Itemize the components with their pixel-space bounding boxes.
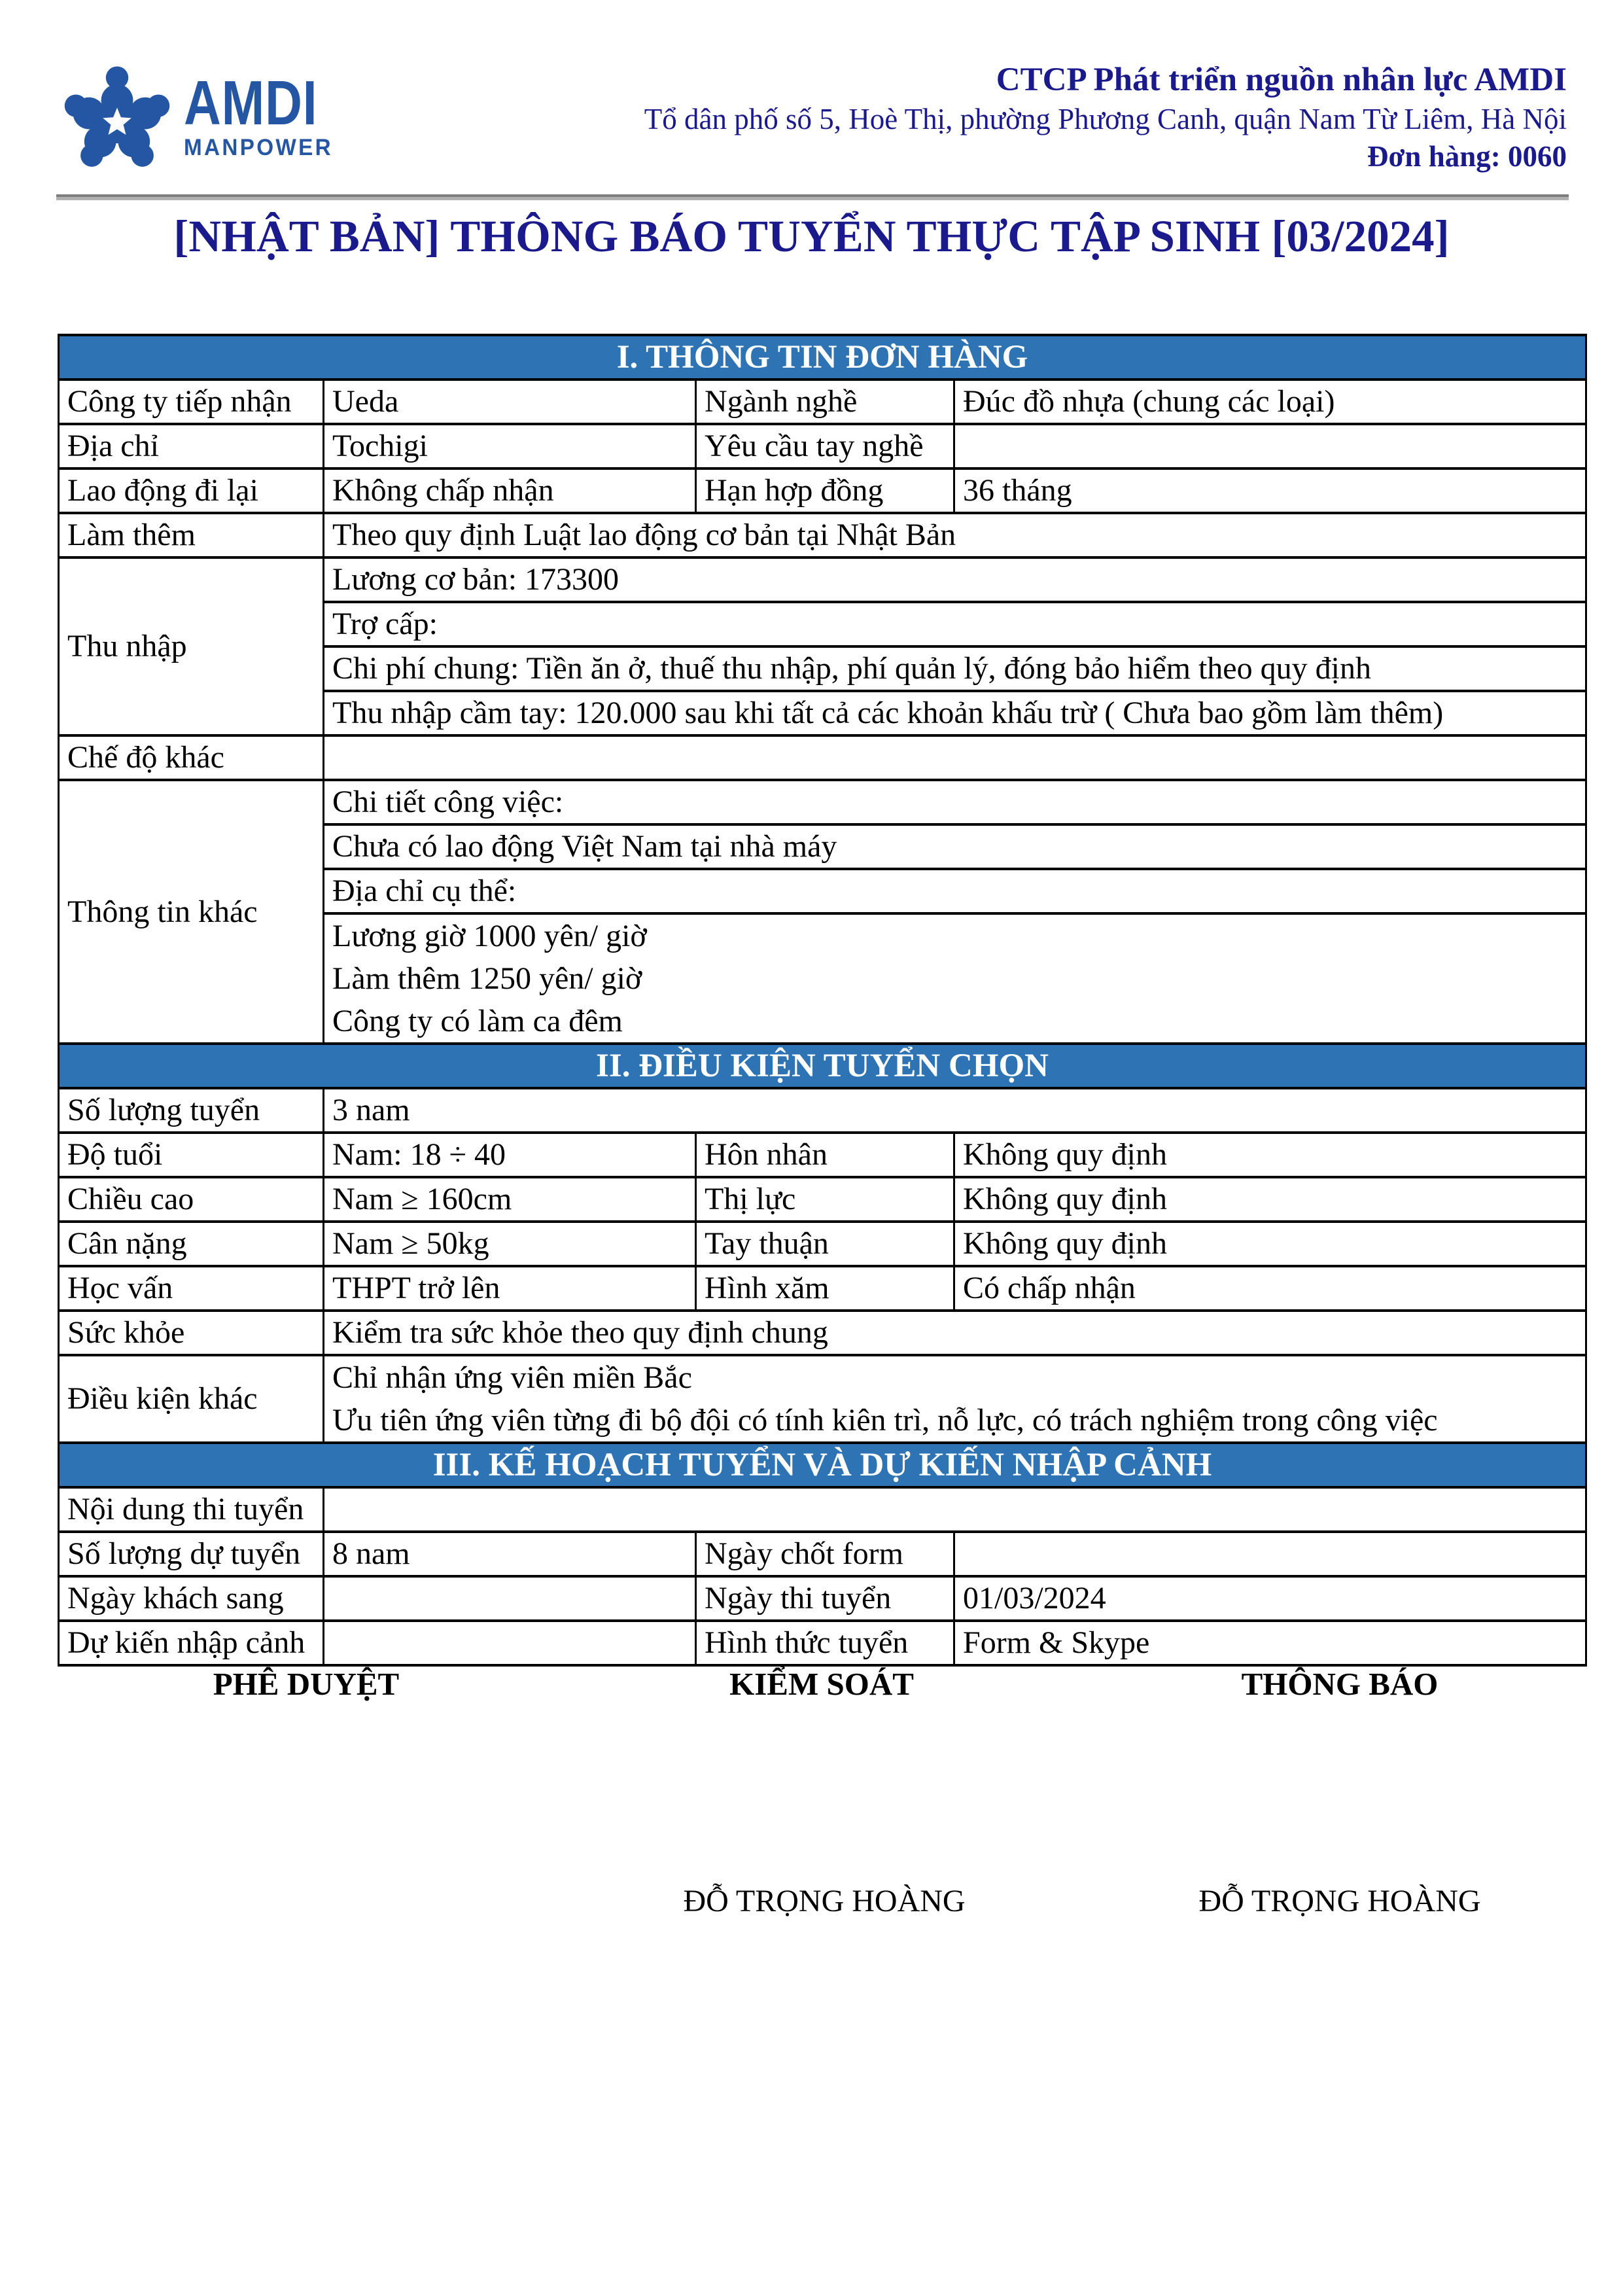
table-cell: Không quy định xyxy=(954,1222,1586,1266)
signature-label-control: KIỂM SOÁT xyxy=(729,1666,914,1702)
section-heading-row xyxy=(59,335,1586,380)
table-cell: Địa chỉ xyxy=(59,424,324,468)
order-number: Đơn hàng: 0060 xyxy=(1367,140,1567,173)
table-cell xyxy=(324,1621,696,1665)
table-row xyxy=(59,1487,1586,1532)
logo-wordmark xyxy=(184,68,347,161)
signature-name-announce: ĐỖ TRỌNG HOÀNG xyxy=(1198,1884,1481,1918)
table-cell xyxy=(324,735,1586,780)
table-cell: Hình thức tuyển xyxy=(696,1621,954,1665)
table-cell: Trợ cấp: xyxy=(324,602,1586,646)
table-cell: Chưa có lao động Việt Nam tại nhà máy xyxy=(324,824,1586,869)
table-row xyxy=(59,735,1586,780)
page-header xyxy=(58,60,1569,191)
table-cell: Thị lực xyxy=(696,1177,954,1222)
table-row xyxy=(59,1088,1586,1133)
table-cell: Cân nặng xyxy=(59,1222,324,1266)
table-cell: Ngày khách sang xyxy=(59,1576,324,1621)
company-name: CTCP Phát triển nguồn nhân lực AMDI xyxy=(996,62,1567,98)
table-row xyxy=(59,424,1586,468)
section-heading-row xyxy=(59,1443,1586,1487)
company-address: Tổ dân phố số 5, Hoè Thị, phường Phương Canh, quận Nam Từ Liêm, Hà Nội xyxy=(644,103,1567,136)
section-heading: III. KẾ HOẠCH TUYỂN VÀ DỰ KIẾN NHẬP CẢNH xyxy=(59,1443,1586,1487)
table-cell: Hình xăm xyxy=(696,1266,954,1311)
table-cell-line: Lương giờ 1000 yên/ giờ xyxy=(332,919,647,953)
table-cell: Ueda xyxy=(324,380,696,424)
page-title: [NHẬT BẢN] THÔNG BÁO TUYỂN THỰC TẬP SINH [03/2024] xyxy=(173,211,1450,261)
table-cell: Thu nhập xyxy=(59,557,324,735)
table-cell: Nam ≥ 160cm xyxy=(324,1177,696,1222)
table-cell-line: Công ty có làm ca đêm xyxy=(332,1004,623,1038)
table-cell xyxy=(954,1532,1586,1576)
table-cell: Không quy định xyxy=(954,1133,1586,1177)
table-row xyxy=(59,1133,1586,1177)
table-cell: Chế độ khác xyxy=(59,735,324,780)
table-cell: Chi phí chung: Tiền ăn ở, thuế thu nhập, phí quản lý, đóng bảo hiểm theo quy định xyxy=(324,646,1586,691)
table-cell: 3 nam xyxy=(324,1088,1586,1133)
table-row xyxy=(59,513,1586,557)
table-cell: Địa chỉ cụ thể: xyxy=(324,869,1586,913)
table-cell: 8 nam xyxy=(324,1532,696,1576)
table-row xyxy=(59,1621,1586,1665)
table-row xyxy=(59,1311,1586,1355)
table-cell: Công ty tiếp nhận xyxy=(59,380,324,424)
table-cell-line: Ưu tiên ứng viên từng đi bộ đội có tính kiên trì, nỗ lực, có trách nghiệm trong công việc xyxy=(332,1403,1438,1438)
table-cell: Số lượng tuyển xyxy=(59,1088,324,1133)
table-cell: Tay thuận xyxy=(696,1222,954,1266)
table-cell: Hôn nhân xyxy=(696,1133,954,1177)
signature-label-announce: THÔNG BÁO xyxy=(1241,1666,1439,1702)
table-cell: Thu nhập cầm tay: 120.000 sau khi tất cả các khoản khấu trừ ( Chưa bao gồm làm thêm) xyxy=(324,691,1586,735)
table-row xyxy=(59,1222,1586,1266)
table-cell: Tochigi xyxy=(324,424,696,468)
table-cell: Không chấp nhận xyxy=(324,468,696,513)
order-table-body xyxy=(59,335,1586,1665)
table-cell: Yêu cầu tay nghề xyxy=(696,424,954,468)
table-cell: Chiều cao xyxy=(59,1177,324,1222)
table-cell-line: Chỉ nhận ứng viên miền Bắc xyxy=(332,1360,692,1395)
table-row xyxy=(59,1266,1586,1311)
table-cell: THPT trở lên xyxy=(324,1266,696,1311)
section-heading: I. THÔNG TIN ĐƠN HÀNG xyxy=(59,335,1586,380)
table-cell: Theo quy định Luật lao động cơ bản tại Nhật Bản xyxy=(324,513,1586,557)
table-cell: Chi tiết công việc: xyxy=(324,780,1586,824)
table-row xyxy=(59,380,1586,424)
table-cell: Ngày thi tuyển xyxy=(696,1576,954,1621)
table-row xyxy=(59,468,1586,513)
table-cell: Số lượng dự tuyển xyxy=(59,1532,324,1576)
table-cell: Hạn hợp đồng xyxy=(696,468,954,513)
order-table xyxy=(58,334,1587,1667)
table-row xyxy=(59,1355,1586,1443)
table-cell xyxy=(324,1576,696,1621)
table-cell: Form & Skype xyxy=(954,1621,1586,1665)
logo-subtitle: MANPOWER xyxy=(184,135,333,160)
table-cell: 36 tháng xyxy=(954,468,1586,513)
header-divider xyxy=(56,194,1569,200)
table-cell: Kiểm tra sức khỏe theo quy định chung xyxy=(324,1311,1586,1355)
table-row xyxy=(59,557,1586,602)
table-cell: Nội dung thi tuyển xyxy=(59,1487,324,1532)
table-cell: Dự kiến nhập cảnh xyxy=(59,1621,324,1665)
table-cell: Ngày chốt form xyxy=(696,1532,954,1576)
table-cell: Nam: 18 ÷ 40 xyxy=(324,1133,696,1177)
table-cell: Ngành nghề xyxy=(696,380,954,424)
table-cell: Lương cơ bản: 173300 xyxy=(324,557,1586,602)
table-cell: Đúc đồ nhựa (chung các loại) xyxy=(954,380,1586,424)
table-cell: Có chấp nhận xyxy=(954,1266,1586,1311)
amdi-people-star-icon xyxy=(61,63,173,173)
table-cell: Điều kiện khác xyxy=(59,1355,324,1443)
signature-label-approve: PHÊ DUYỆT xyxy=(213,1666,400,1702)
table-cell: Lao động đi lại xyxy=(59,468,324,513)
table-cell: Sức khỏe xyxy=(59,1311,324,1355)
section-heading-row xyxy=(59,1044,1586,1088)
logo-name: AMDI xyxy=(184,68,318,138)
table-row xyxy=(59,780,1586,824)
table-cell: Độ tuổi xyxy=(59,1133,324,1177)
section-heading: II. ĐIỀU KIỆN TUYỂN CHỌN xyxy=(59,1044,1586,1088)
table-cell: Không quy định xyxy=(954,1177,1586,1222)
table-cell: Học vấn xyxy=(59,1266,324,1311)
table-cell: 01/03/2024 xyxy=(954,1576,1586,1621)
company-info xyxy=(644,60,1567,174)
table-row xyxy=(59,1532,1586,1576)
table-cell: Nam ≥ 50kg xyxy=(324,1222,696,1266)
table-cell-line: Làm thêm 1250 yên/ giờ xyxy=(332,961,642,996)
table-row xyxy=(59,1576,1586,1621)
table-cell xyxy=(954,424,1586,468)
table-row xyxy=(59,1177,1586,1222)
amdi-logo xyxy=(61,63,347,173)
signature-name-control: ĐỖ TRỌNG HOÀNG xyxy=(683,1884,966,1918)
table-cell: Làm thêm xyxy=(59,513,324,557)
table-cell: Thông tin khác xyxy=(59,780,324,1044)
table-cell xyxy=(324,1355,1586,1443)
table-cell xyxy=(324,1487,1586,1532)
table-cell xyxy=(324,913,1586,1044)
